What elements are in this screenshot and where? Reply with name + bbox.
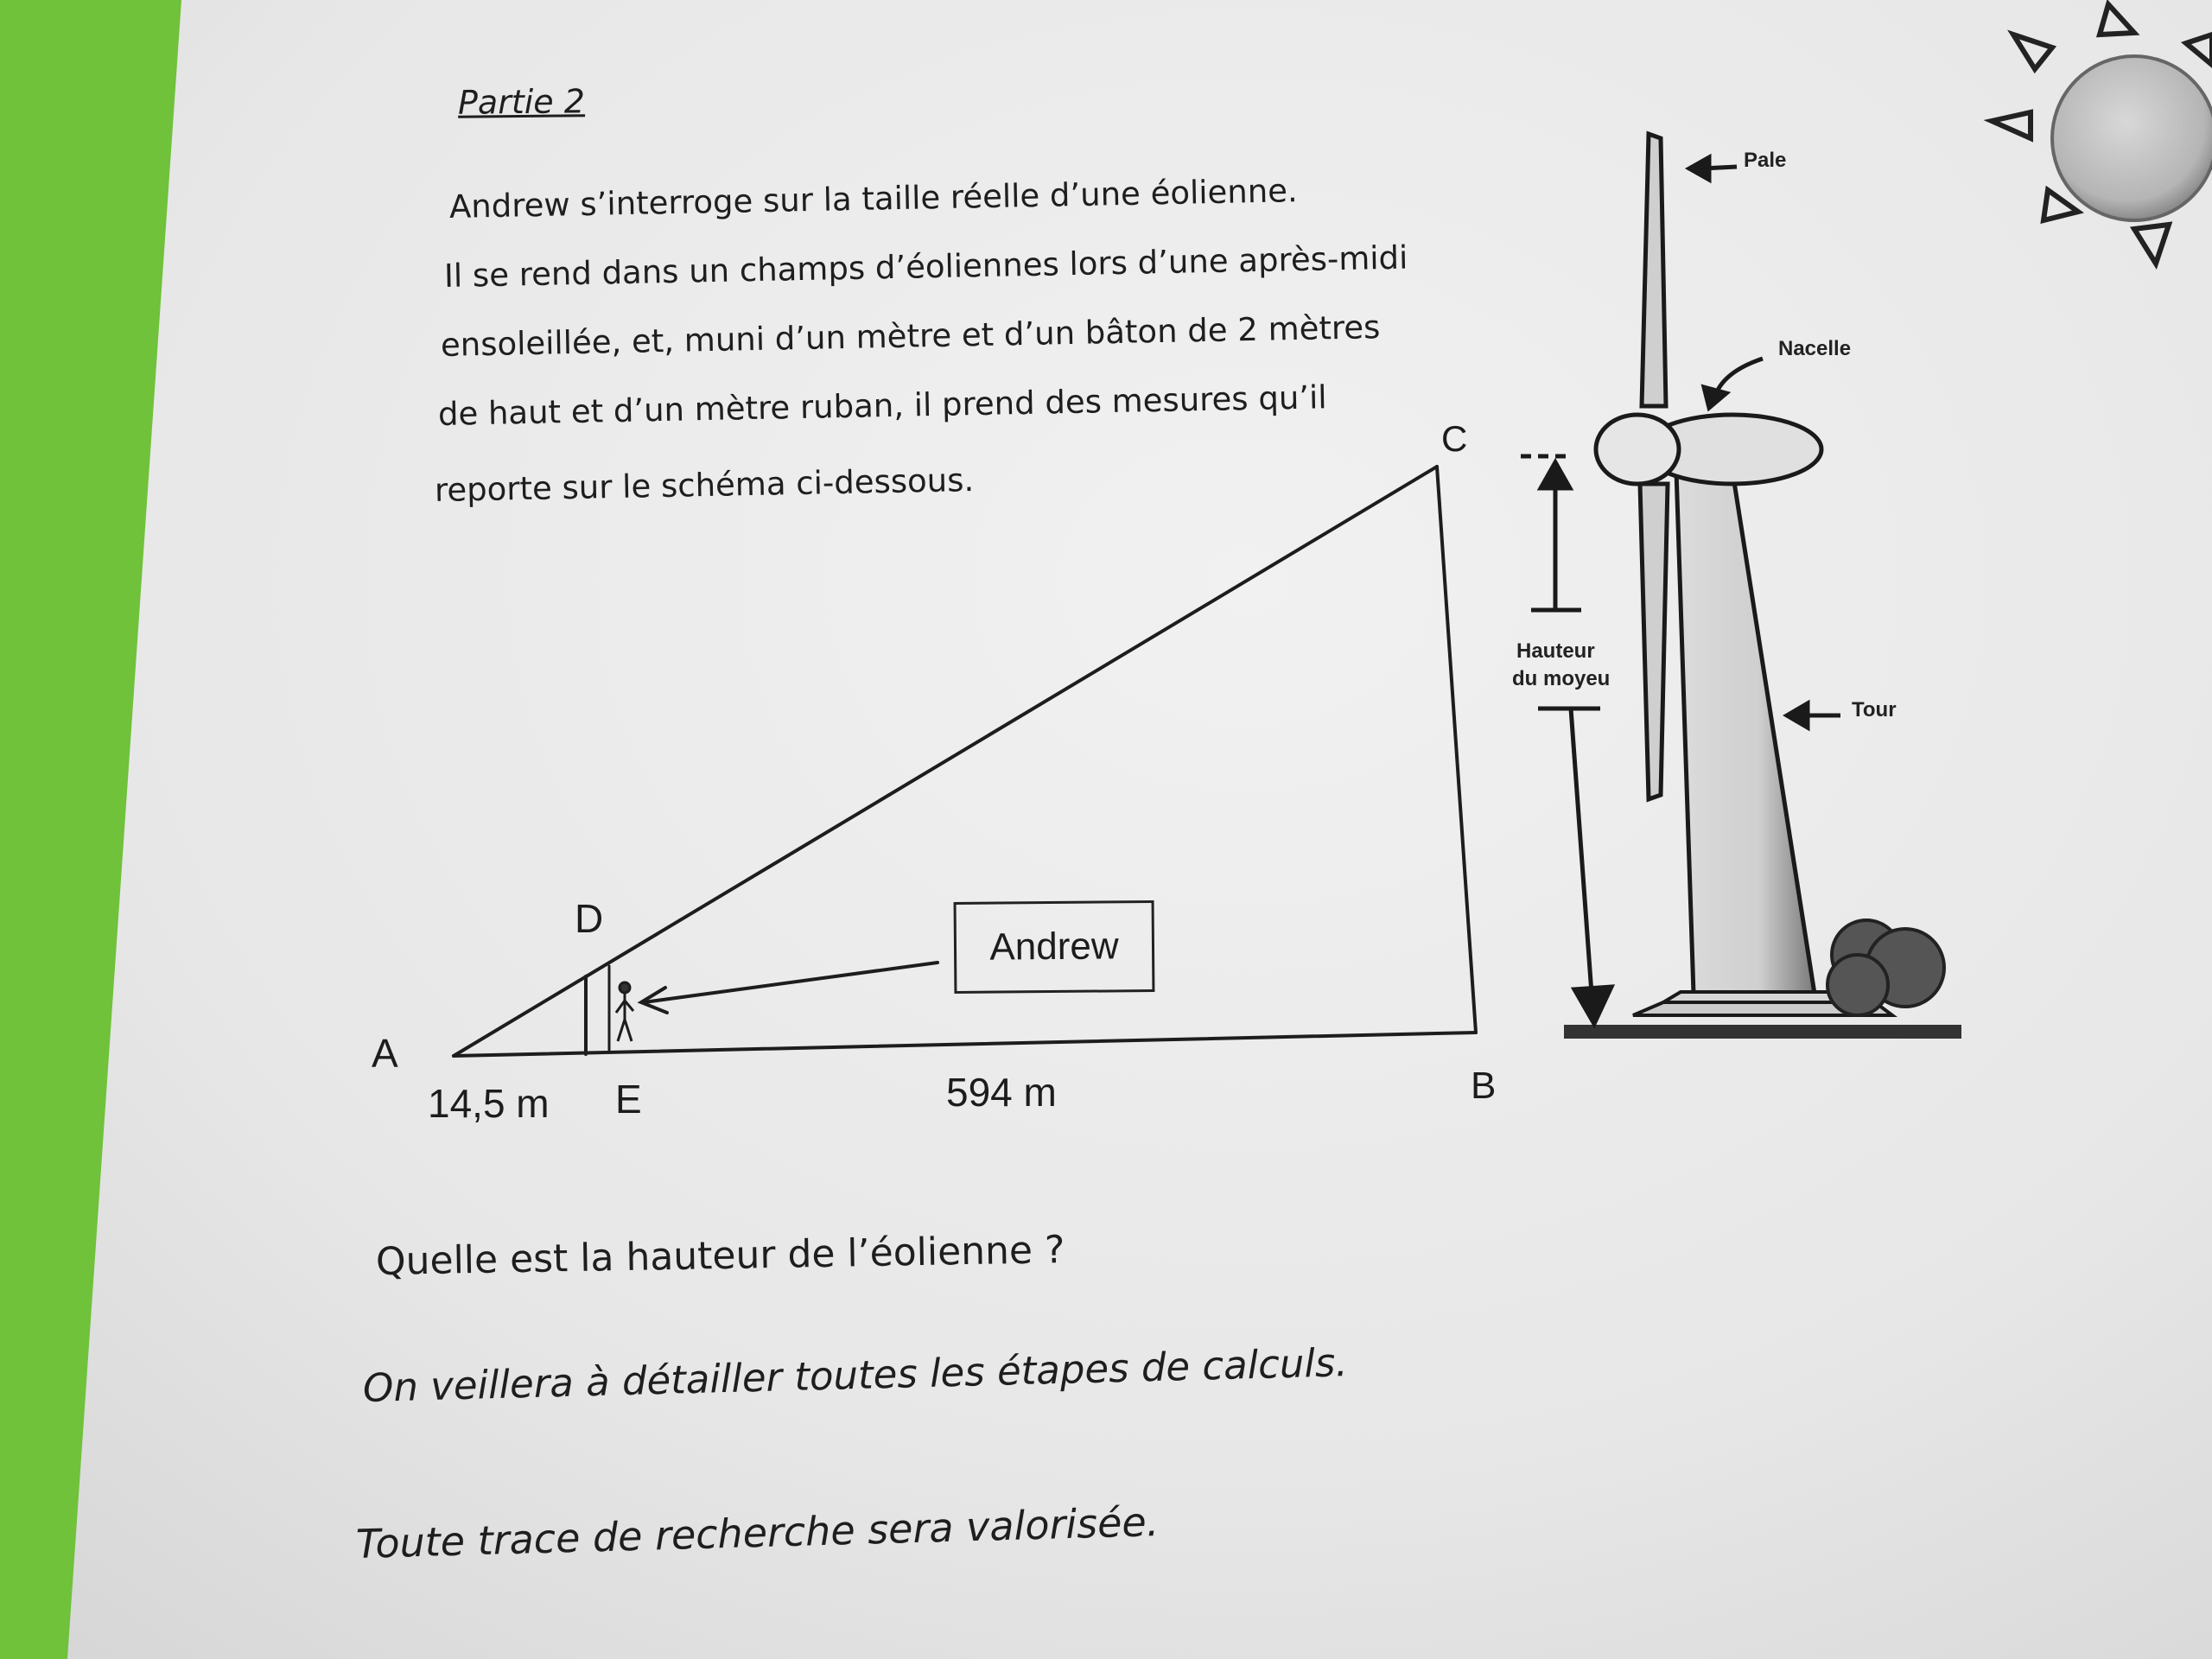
label-hub-height-1: Hauteur	[1516, 639, 1595, 663]
length-EB: 594 m	[946, 1070, 1057, 1115]
blade-top	[1642, 134, 1666, 406]
instruction-research: Toute trace de recherche sera valorisée.	[355, 1498, 1160, 1567]
question: Quelle est la hauteur de l’éolienne ?	[375, 1228, 1065, 1284]
point-label-E: E	[615, 1077, 642, 1122]
point-label-D: D	[575, 896, 604, 941]
label-hub-height-2: du moyeu	[1512, 667, 1611, 690]
length-AE: 14,5 m	[428, 1081, 550, 1126]
tower	[1676, 471, 1815, 994]
paragraph-line-4: de haut et d’un mètre ruban, il prend des mesures qu’il	[437, 378, 1328, 433]
paragraph-line-5: reporte sur le schéma ci-dessous.	[434, 461, 975, 509]
paragraph-line-1: Andrew s’interroge sur la taille réelle d’une éolienne.	[448, 172, 1299, 226]
paragraph-line-2: Il se rend dans un champs d’éoliennes lors d’une après-midi	[443, 238, 1408, 295]
label-nacelle: Nacelle	[1778, 337, 1852, 360]
paragraph-line-3: ensoleillée, et, muni d’un mètre et d’un bâton de 2 mètres	[440, 308, 1381, 364]
label-tour: Tour	[1852, 698, 1897, 721]
label-pale: Pale	[1744, 149, 1787, 172]
andrew-label-box: Andrew	[954, 900, 1155, 994]
part-title: Partie 2	[457, 82, 586, 122]
sun-icon	[1992, 4, 2212, 264]
point-label-A: A	[372, 1031, 398, 1076]
point-label-C: C	[1441, 418, 1468, 459]
point-label-B: B	[1471, 1065, 1497, 1107]
blade-bottom	[1640, 484, 1668, 799]
instruction-details: On veillera à détailler toutes les étapes de calculs.	[362, 1339, 1349, 1411]
